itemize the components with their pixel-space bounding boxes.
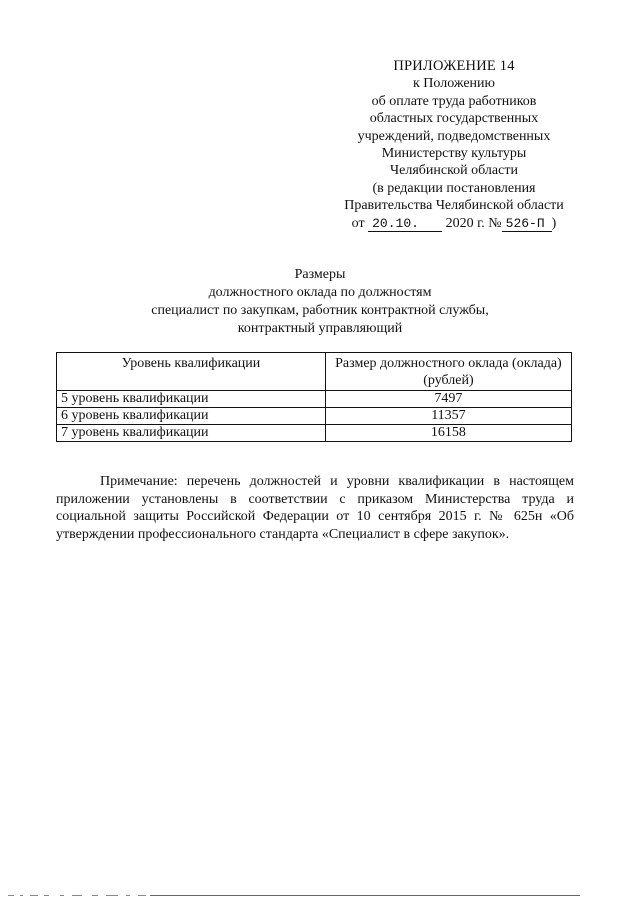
- scan-artifact: [0, 893, 640, 899]
- appendix-line: об оплате труда работников: [371, 93, 537, 109]
- level-cell: 5 уровень квалификации: [57, 391, 326, 408]
- appendix-line: Челябинской области: [390, 163, 518, 179]
- salary-table: [56, 352, 572, 442]
- revision-prefix: от: [351, 215, 365, 231]
- heading-line: Размеры: [294, 267, 346, 282]
- salary-cell: 16158: [325, 425, 571, 442]
- salary-cell: 11357: [325, 408, 571, 425]
- table-row: [57, 391, 572, 408]
- table-row: [57, 408, 572, 425]
- document-heading: [100, 266, 540, 338]
- note-paragraph: Примечание: перечень должностей и уровни квалификации в настоящем приложении установлены в соответствии с приказом Министерства труда и социальной защиты Российской Федерации от 10 сентября 2015 г. № 625н «Об утверждении профессионального стандарта «Специалист в сфере закупок».: [56, 474, 574, 542]
- level-cell: 7 уровень квалификации: [57, 425, 326, 442]
- appendix-line: учреждений, подведомственных: [357, 128, 551, 144]
- level-cell: 6 уровень квалификации: [57, 408, 326, 425]
- table-header-row: [57, 353, 572, 391]
- heading-line: должностного оклада по должностям: [208, 285, 432, 300]
- heading-line: специалист по закупкам, работник контрактной службы,: [151, 303, 489, 318]
- revision-suffix: ): [551, 215, 557, 231]
- salary-cell: 7497: [325, 391, 571, 408]
- column-header-level: Уровень квалификации: [57, 353, 326, 391]
- appendix-line: (в редакции постановления: [372, 180, 536, 196]
- appendix-line: к Положению: [412, 76, 495, 92]
- appendix-line: областных государственных: [369, 111, 539, 127]
- heading-line: контрактный управляющий: [237, 321, 403, 336]
- appendix-line: Министерству культуры: [381, 146, 527, 162]
- revision-line: [330, 215, 578, 232]
- revision-number: 526-П: [502, 217, 552, 232]
- appendix-title: ПРИЛОЖЕНИЕ 14: [393, 58, 515, 74]
- appendix-line: Правительства Челябинской области: [344, 198, 564, 214]
- table-row: [57, 425, 572, 442]
- appendix-header: [330, 58, 578, 232]
- revision-date: 20.10.: [368, 217, 442, 232]
- column-header-salary: Размер должностного оклада (оклада) (рублей): [325, 353, 571, 391]
- revision-year: 2020 г. №: [445, 215, 502, 231]
